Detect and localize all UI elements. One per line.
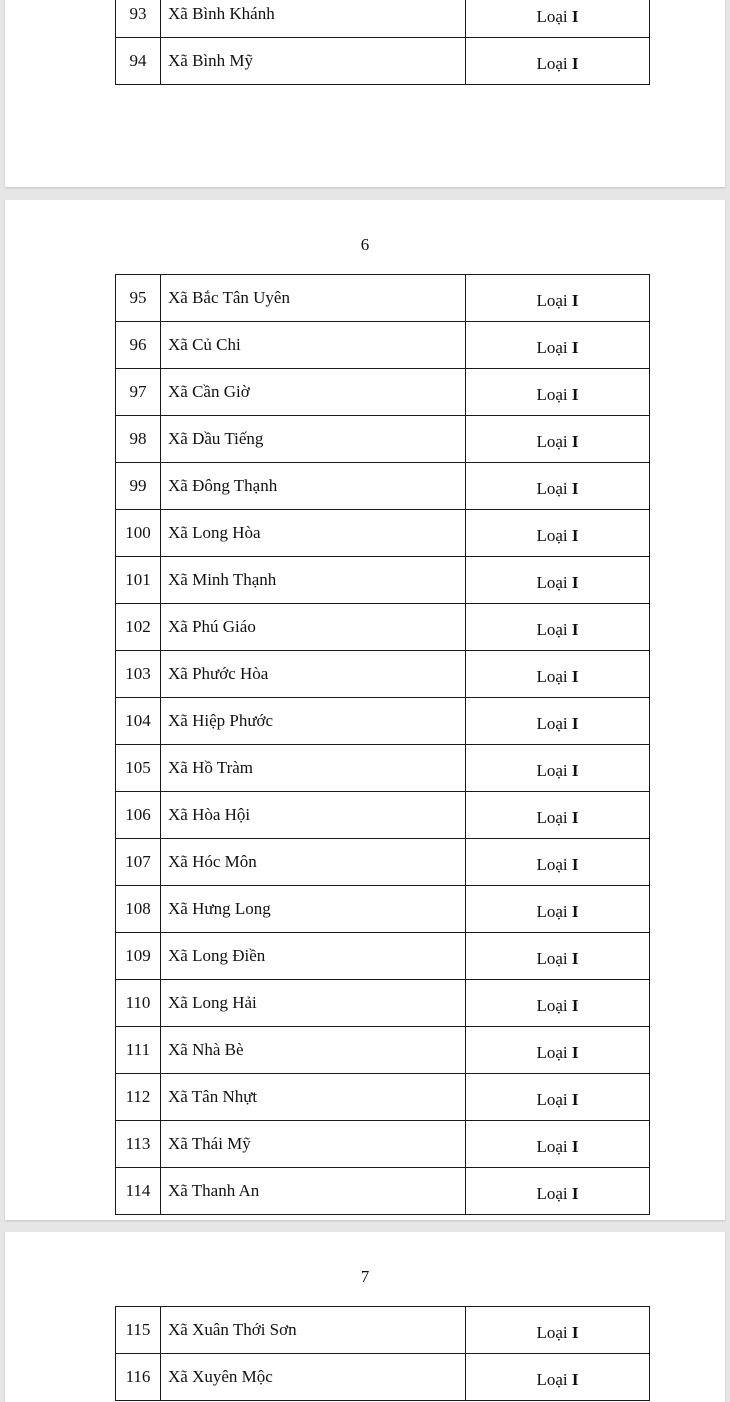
classification-level: I: [571, 338, 579, 357]
commune-name: Xã Bình Mỹ: [161, 38, 466, 85]
classification-word: Loại: [536, 1043, 568, 1062]
row-number: 103: [116, 651, 161, 698]
classification: [466, 745, 650, 792]
table-row: [116, 792, 650, 839]
classification: [466, 275, 650, 322]
table-row: [116, 1121, 650, 1168]
commune-name: Xã Long Điền: [161, 933, 466, 980]
row-number: 102: [116, 604, 161, 651]
classification: [466, 651, 650, 698]
row-number: 105: [116, 745, 161, 792]
classification-word: Loại: [536, 620, 568, 639]
classification: [466, 463, 650, 510]
classification-level: I: [571, 902, 579, 921]
row-number: 94: [116, 38, 161, 85]
commune-name: Xã Long Hòa: [161, 510, 466, 557]
classification-word: Loại: [536, 761, 568, 780]
commune-name: Xã Thái Mỹ: [161, 1121, 466, 1168]
table-row: [116, 463, 650, 510]
classification-word: Loại: [536, 479, 568, 498]
classification-level: I: [571, 385, 579, 404]
row-number: 97: [116, 369, 161, 416]
classification-word: Loại: [536, 54, 568, 73]
classification: [466, 839, 650, 886]
classification-word: Loại: [536, 902, 568, 921]
classification-word: Loại: [536, 385, 568, 404]
classification-level: I: [571, 432, 579, 451]
commune-name: Xã Long Hải: [161, 980, 466, 1027]
classification: [466, 369, 650, 416]
classification-level: I: [571, 526, 579, 545]
row-number: 115: [116, 1307, 161, 1354]
row-number: 106: [116, 792, 161, 839]
row-number: 110: [116, 980, 161, 1027]
commune-name: Xã Hòa Hội: [161, 792, 466, 839]
row-number: 96: [116, 322, 161, 369]
classification-word: Loại: [536, 338, 568, 357]
classification-level: I: [571, 855, 579, 874]
classification-word: Loại: [536, 1090, 568, 1109]
classification: [466, 1307, 650, 1354]
classification-level: I: [571, 808, 579, 827]
classification-level: I: [571, 1323, 579, 1342]
classification: [466, 1168, 650, 1215]
classification-level: I: [571, 761, 579, 780]
commune-name: Xã Thanh An: [161, 1168, 466, 1215]
commune-name: Xã Dầu Tiếng: [161, 416, 466, 463]
commune-name: Xã Hiệp Phước: [161, 698, 466, 745]
commune-table-body: [116, 1307, 650, 1401]
row-number: 100: [116, 510, 161, 557]
classification-level: I: [571, 620, 579, 639]
classification-level: I: [571, 1370, 579, 1389]
row-number: 109: [116, 933, 161, 980]
row-number: 98: [116, 416, 161, 463]
classification-word: Loại: [536, 1370, 568, 1389]
page-number: 6: [360, 235, 370, 254]
table-row: [116, 557, 650, 604]
classification: [466, 792, 650, 839]
classification-word: Loại: [536, 1137, 568, 1156]
commune-table-body: [116, 0, 650, 85]
table-row: [116, 698, 650, 745]
classification-level: I: [571, 7, 579, 26]
classification-word: Loại: [536, 526, 568, 545]
classification-word: Loại: [536, 855, 568, 874]
table-row: [116, 1307, 650, 1354]
classification-level: I: [571, 1043, 579, 1062]
commune-name: Xã Bình Khánh: [161, 0, 466, 38]
commune-table: [115, 274, 650, 1215]
table-row: [116, 651, 650, 698]
classification: [466, 322, 650, 369]
commune-name: Xã Phước Hòa: [161, 651, 466, 698]
commune-name: Xã Củ Chi: [161, 322, 466, 369]
row-number: 113: [116, 1121, 161, 1168]
row-number: 104: [116, 698, 161, 745]
table-row: [116, 322, 650, 369]
classification-level: I: [571, 573, 579, 592]
commune-name: Xã Tân Nhựt: [161, 1074, 466, 1121]
classification-word: Loại: [536, 573, 568, 592]
table-row: [116, 604, 650, 651]
classification-level: I: [571, 1137, 579, 1156]
classification-level: I: [571, 479, 579, 498]
row-number: 108: [116, 886, 161, 933]
commune-table: [115, 0, 650, 85]
row-number: 95: [116, 275, 161, 322]
table-row: [116, 745, 650, 792]
classification: [466, 933, 650, 980]
classification-level: I: [571, 714, 579, 733]
classification-word: Loại: [536, 1323, 568, 1342]
row-number: 114: [116, 1168, 161, 1215]
commune-name: Xã Cần Giờ: [161, 369, 466, 416]
table-row: [116, 1074, 650, 1121]
commune-name: Xã Đông Thạnh: [161, 463, 466, 510]
row-number: 107: [116, 839, 161, 886]
table-row: [116, 416, 650, 463]
commune-name: Xã Xuân Thới Sơn: [161, 1307, 466, 1354]
document-page: [5, 200, 725, 1220]
commune-table-body: [116, 275, 650, 1215]
commune-name: Xã Minh Thạnh: [161, 557, 466, 604]
classification-word: Loại: [536, 432, 568, 451]
classification: [466, 0, 650, 38]
classification: [466, 1074, 650, 1121]
classification: [466, 604, 650, 651]
classification-level: I: [571, 54, 579, 73]
classification: [466, 886, 650, 933]
classification: [466, 1121, 650, 1168]
classification-level: I: [571, 291, 579, 310]
classification-level: I: [571, 1090, 579, 1109]
table-row: [116, 1027, 650, 1074]
classification-word: Loại: [536, 808, 568, 827]
table-row: [116, 369, 650, 416]
classification: [466, 557, 650, 604]
commune-name: Xã Hóc Môn: [161, 839, 466, 886]
commune-name: Xã Hồ Tràm: [161, 745, 466, 792]
classification: [466, 1027, 650, 1074]
row-number: 116: [116, 1354, 161, 1401]
classification-level: I: [571, 996, 579, 1015]
classification-word: Loại: [536, 949, 568, 968]
table-row: [116, 275, 650, 322]
commune-name: Xã Hưng Long: [161, 886, 466, 933]
table-row: [116, 38, 650, 85]
row-number: 101: [116, 557, 161, 604]
classification-level: I: [571, 667, 579, 686]
classification-word: Loại: [536, 7, 568, 26]
row-number: 112: [116, 1074, 161, 1121]
classification-level: I: [571, 1184, 579, 1203]
table-row: [116, 886, 650, 933]
table-row: [116, 510, 650, 557]
table-row: [116, 980, 650, 1027]
classification-word: Loại: [536, 667, 568, 686]
table-row: [116, 1168, 650, 1215]
classification: [466, 510, 650, 557]
commune-name: Xã Bắc Tân Uyên: [161, 275, 466, 322]
commune-name: Xã Xuyên Mộc: [161, 1354, 466, 1401]
classification: [466, 698, 650, 745]
table-row: [116, 839, 650, 886]
table-row: [116, 1354, 650, 1401]
commune-name: Xã Phú Giáo: [161, 604, 466, 651]
classification-word: Loại: [536, 714, 568, 733]
document-page: [5, 0, 725, 187]
table-row: [116, 0, 650, 38]
classification-word: Loại: [536, 996, 568, 1015]
classification: [466, 38, 650, 85]
row-number: 111: [116, 1027, 161, 1074]
document-page: [5, 1232, 725, 1402]
row-number: 99: [116, 463, 161, 510]
commune-table: [115, 1306, 650, 1401]
classification: [466, 1354, 650, 1401]
table-row: [116, 933, 650, 980]
classification-word: Loại: [536, 291, 568, 310]
commune-name: Xã Nhà Bè: [161, 1027, 466, 1074]
classification-word: Loại: [536, 1184, 568, 1203]
row-number: 93: [116, 0, 161, 38]
classification-level: I: [571, 949, 579, 968]
page-number: 7: [360, 1267, 370, 1286]
classification: [466, 980, 650, 1027]
classification: [466, 416, 650, 463]
